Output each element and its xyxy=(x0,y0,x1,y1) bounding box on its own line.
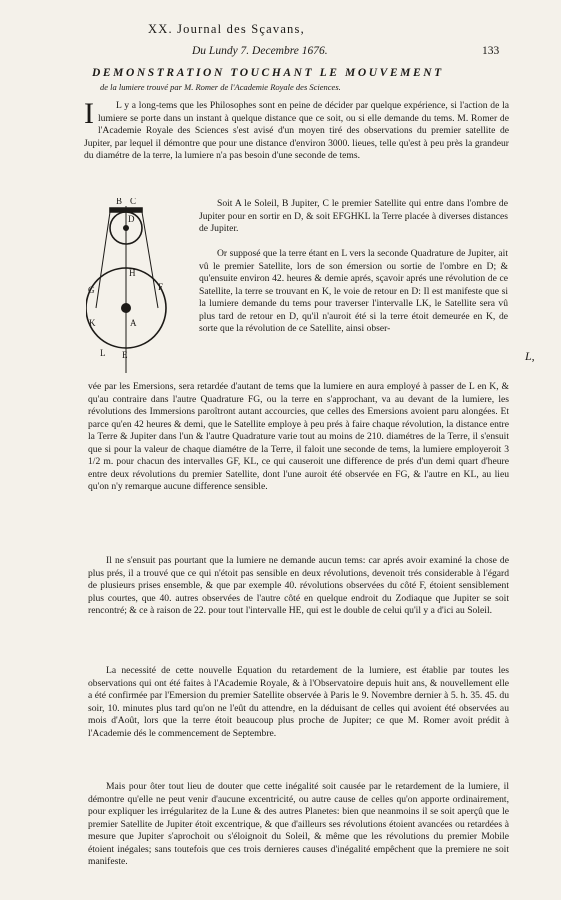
paragraph-quadrature: Or supposé que la terre étant en L vers la seconde Quadrature de Jupiter, ait vû le premier Satellite, lors de son émersion ou sortie de l'ombre en D; & qu'ensuite environ 42. heures & demie aprés, sçavoir aprés une révolution de ce Satellite, la terre se trouvant en K, le voie de retour en D: Il est manifeste que si la lumiere demande du tems pour traverser l'intervalle LK, le Satellite sera vû plus tard de retour en D, qu'il n'auroit été si la terre étoit demeurée en K, de sorte que la révolution de ce Satellite, ainsi obser- xyxy=(199,248,508,334)
label-b: B xyxy=(116,198,123,206)
label-d: D xyxy=(128,214,135,224)
label-k: K xyxy=(89,318,96,328)
sun-symbol xyxy=(121,303,131,313)
paragraph-intro-text: L y a long-tems que les Philosophes sont en peine de décider par quelque expérience, si l'action de la lumiere se porte dans un instant à quelque distance que ce soit, ou si elle demande du tems. M. Romer de l'Academie Royale des Sciences s'est avisé d'un moyen tiré des observations du premier satellite de Jupiter, par lequel il démontre que pour une distance d'environ 3000. lieues, telle qu'est à peu près la grandeur du diamétre de la terre, la lumiere n'a pas besoin d'une seconde de tems. xyxy=(84,100,509,161)
article-subtitle: de la lumiere trouvé par M. Romer de l'Academie Royale des Sciences. xyxy=(100,82,341,92)
label-c: C xyxy=(130,198,137,206)
label-g: G xyxy=(88,285,95,295)
running-title: XX. Journal des Sçavans, xyxy=(148,22,305,36)
label-e: E xyxy=(122,350,128,360)
paragraph-quadrature-cont: vée par les Emersions, sera retardée d'autant de tems que la lumiere en aura employé à passer de L en K, & qu'au contraire dans l'autre Quadrature FG, ou la terre en s'approchant, va au devant de la lumiere, les révolutions des Immersions paroîtront autant accourcies, que celles des Emersions avoient paru alongées. Et parce qu'en 42 heures & demi, que le Satellite employe à peu prés à faire chaque révolution, la distance entre la Terre & Jupiter dans l'un & l'autre Quadrature varie tout au moins de 210. diamétres de la Terre, il s'ensuit que si pour la valeur de chaque diamétre de la Terre, il faloit une seconde de tems, la lumiere employeroit 3 1/2 m. pour chacun des intervalles GF, KL, ce qui causeroit une difference de prés d'un demi quart d'heure entre deux révolutions du premier Satellite, dont l'une auroit été observée en FG, & l'autre en KL, au lieu qu'on n'y remarque aucune difference sensible. xyxy=(88,381,509,492)
margin-note: L, xyxy=(525,349,535,363)
paragraph-necessity: La necessité de cette nouvelle Equation du retardement de la lumiere, est établie par toutes les observations qui ont été faites à l'Academie Royale, & à l'Observatoire depuis huit ans, & nouvellement elle a été confirmée par l'Emersion du premier Satellite observée à Paris le 9. Novembre dernier à 5. h. 35. 45. du soir, 10. minutes plus tard qu'on ne l'eût du attendre, en la déduisant de celles qui avoient été observées au mois d'Août, lors que la terre étoit beaucoup plus proche de Jupiter; ce que M. Romer avoit prédit à l'Academie dés le commencement de Septembre. xyxy=(88,665,509,739)
label-a: A xyxy=(130,318,137,328)
paragraph-inequality: Mais pour ôter tout lieu de douter que cette inégalité soit causée par le retardement de la lumiere, il démontre qu'elle ne peut venir d'aucune excentricité, ou autre cause de celles qu'on apporte ordinairement, pour expliquer les irrégularitez de la Lune & des autres Planetes: bien que neanmoins il se soit aperçû que le premier Satellite de Jupiter étoit excentrique, & que d'ailleurs ses révolutions étoient avancées ou retardées à mesure que Jupiter s'aprochoit ou s'éloignoit du Soleil, & même que les révolutions du premier Mobile étoient inégales; sans toutefois que ces trois dernieres causes d'inégalité empêchent que la premiere ne soit manifeste. xyxy=(88,781,509,867)
running-header xyxy=(0,22,561,40)
paragraph-setup: Soit A le Soleil, B Jupiter, C le premier Satellite qui entre dans l'ombre de Jupiter pour en sortir en D, & soit EFGHKL la Terre placée à diverses distances de Jupiter. xyxy=(199,198,508,234)
page-number: 133 xyxy=(482,45,500,57)
label-f: F xyxy=(158,282,164,292)
article-title: DEMONSTRATION TOUCHANT LE MOUVEMENT xyxy=(92,67,444,79)
orbit-diagram xyxy=(86,198,196,383)
paragraph-time: Il ne s'ensuit pas pourtant que la lumiere ne demande aucun tems: car aprés avoir examiné la chose de plus prés, il a trouvé que ce qui n'étoit pas sensible en deux révolutions, devenoit trés considerable à l'égard de plusieurs prises ensemble, & que par exemple 40. révolutions observées du côté F, étoient sensiblement plus courtes, que 40. autres observées de l'autre côté en quelque endroit du Zodiaque que Jupiter se soit rencontré; & ce à raison de 22. pour tout l'intervalle HE, qui est le double de celui qu'il y a d'ici au Soleil. xyxy=(88,555,509,616)
paragraph-intro xyxy=(84,97,509,163)
label-h: H xyxy=(129,268,136,278)
label-l: L xyxy=(100,348,106,358)
drop-cap: I xyxy=(84,97,94,130)
jupiter-symbol xyxy=(123,225,129,231)
issue-date: Du Lundy 7. Decembre 1676. xyxy=(192,45,328,57)
